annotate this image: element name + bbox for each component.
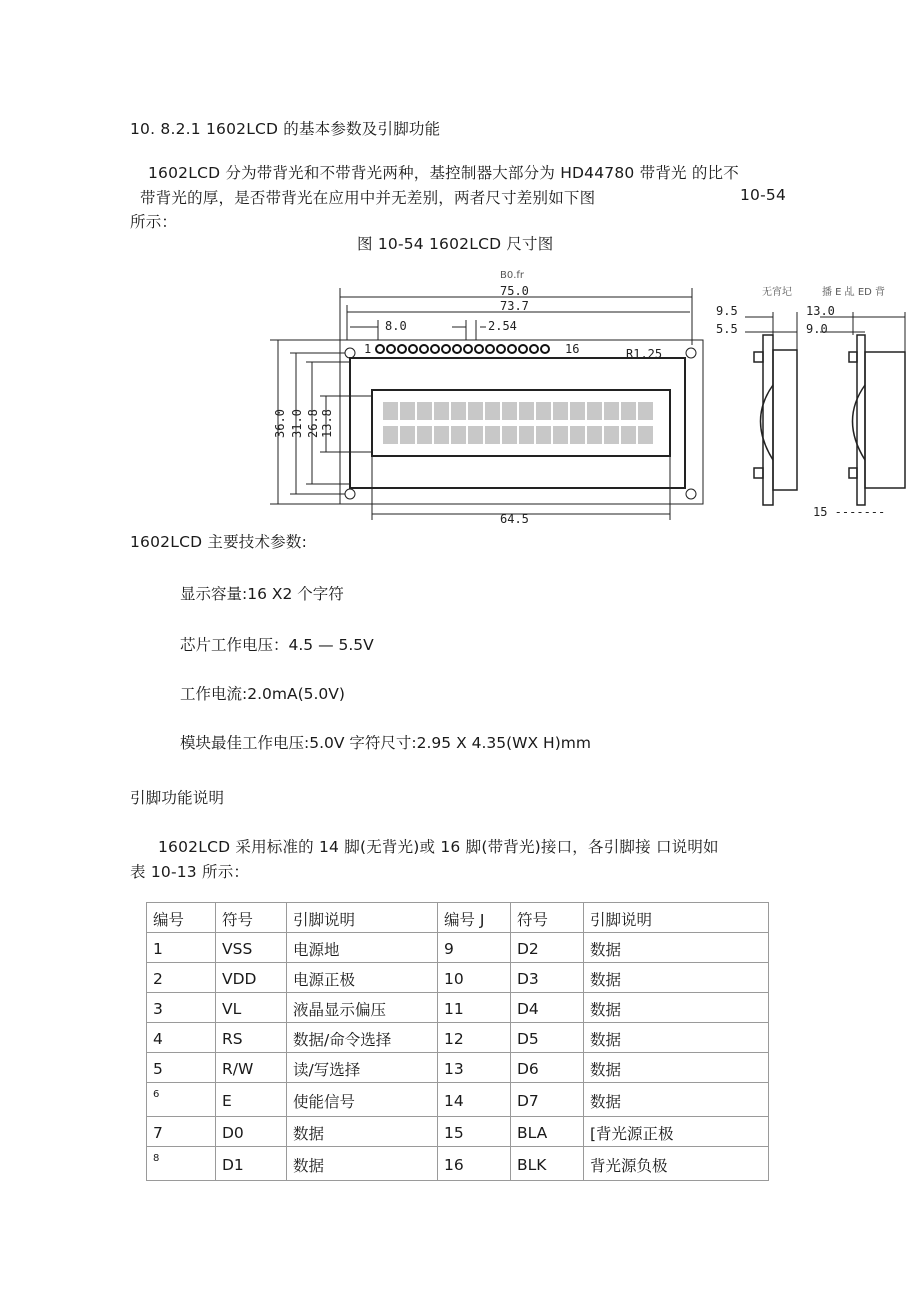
table-row [147, 933, 769, 963]
table-cell: 10 [438, 963, 511, 993]
header-cell: 符号 [511, 903, 584, 933]
table-cell: 数据/命令选择 [287, 1023, 438, 1053]
table-cell: RS [216, 1023, 287, 1053]
table-row [147, 993, 769, 1023]
intro-line-3: 所示： [130, 213, 178, 231]
spec-current: 工作电流:2.0mA(5.0V) [180, 685, 345, 703]
table-header-row [147, 903, 769, 933]
mount-hole-tr [686, 348, 696, 358]
pin-table [146, 902, 769, 1181]
table-cell: 读/写选择 [287, 1053, 438, 1083]
table-cell: 电源正极 [287, 963, 438, 993]
table-cell: 7 [147, 1117, 216, 1147]
table-cell: D4 [511, 993, 584, 1023]
table-row [147, 963, 769, 993]
side-view-no-backlight [745, 312, 797, 505]
intro-figure-ref: 10-54 [740, 186, 787, 204]
table-cell: 2 [147, 963, 216, 993]
dim-73-7: 73.7 [500, 299, 529, 313]
table-cell: E [216, 1083, 287, 1117]
spec-voltage: 芯片工作电压：4.5 — 5.5V [180, 636, 374, 654]
dim-5-5: 5.5 [716, 322, 738, 336]
table-cell: [背光源正极 [584, 1117, 769, 1147]
dim-26-8: 26.8 [306, 409, 320, 438]
header-cell: 引脚说明 [287, 903, 438, 933]
mount-hole-bl [345, 489, 355, 499]
dim-radius: R1.25 [626, 347, 663, 361]
section-heading: 10. 8.2.1 1602LCD 的基本参数及引脚功能 [130, 120, 441, 138]
table-cell: 数据 [584, 1053, 769, 1083]
table-cell: D3 [511, 963, 584, 993]
header-cell: 符号 [216, 903, 287, 933]
dim-64-5: 64.5 [500, 512, 529, 526]
bezel-outline [350, 358, 685, 488]
pcb-outline [340, 340, 703, 504]
table-cell: VDD [216, 963, 287, 993]
table-cell: 数据 [287, 1117, 438, 1147]
table-row [147, 1083, 769, 1117]
table-cell: 数据 [584, 963, 769, 993]
spec-best-voltage: 模块最佳工作电压:5.0V 字符尺寸:2.95 X 4.35(WX H)mm [180, 734, 591, 752]
table-cell: R/W [216, 1053, 287, 1083]
pins-desc-line-1: 1602LCD 采用标准的 14 脚(无背光)或 16 脚(带背光)接口，各引脚接 口说明如 [158, 838, 719, 856]
table-cell: VL [216, 993, 287, 1023]
dim-9: 9.0 [806, 322, 828, 336]
table-cell: D6 [511, 1053, 584, 1083]
table-cell: 5 [147, 1053, 216, 1083]
table-cell: 9 [438, 933, 511, 963]
specs-heading: 1602LCD 主要技术参数: [130, 533, 307, 551]
table-cell: 16 [438, 1147, 511, 1181]
table-cell: BLA [511, 1117, 584, 1147]
dim-13: 13.0 [806, 304, 835, 318]
table-cell: D7 [511, 1083, 584, 1117]
table-cell: 液晶显示偏压 [287, 993, 438, 1023]
table-row [147, 1053, 769, 1083]
pin-label-first: 1 [364, 342, 372, 356]
dim-2-54: 2.54 [488, 319, 517, 333]
table-cell: 1 [147, 933, 216, 963]
header-cell: 编号 J [438, 903, 511, 933]
pin-header [376, 345, 549, 353]
figure-caption: 图 10-54 1602LCD 尺寸图 [357, 235, 554, 253]
table-cell: 电源地 [287, 933, 438, 963]
lcd-dimension-drawing [0, 0, 920, 530]
pins-heading: 引脚功能说明 [130, 789, 225, 807]
label-no-backlight: 无宵圮 [762, 287, 792, 298]
header-cell: 引脚说明 [584, 903, 769, 933]
table-row [147, 1117, 769, 1147]
pins-desc-line-2: 表 10-13 所示： [130, 863, 250, 881]
side-view-backlight [820, 312, 905, 505]
table-cell: 6 [147, 1083, 216, 1117]
table-cell: D5 [511, 1023, 584, 1053]
table-cell: VSS [216, 933, 287, 963]
intro-line-1: 1602LCD 分为带背光和不带背光两种，基控制器大部分为 HD44780 带背光 的比不 [148, 164, 739, 182]
table-cell: 数据 [584, 933, 769, 963]
view-area [372, 390, 670, 456]
table-cell: 使能信号 [287, 1083, 438, 1117]
table-cell: D1 [216, 1147, 287, 1181]
dim-75: 75.0 [500, 284, 529, 298]
dim-13-8: 13.8 [320, 409, 334, 438]
mount-hole-br [686, 489, 696, 499]
dim-15: 15 ------- [813, 505, 886, 519]
table-cell: 数据 [584, 1023, 769, 1053]
table-cell: 8 [147, 1147, 216, 1181]
table-cell: 背光源负极 [584, 1147, 769, 1181]
dim-top-label: B0.fr [500, 270, 525, 281]
label-backlight: 播 E 乩 ED 背 [822, 287, 886, 298]
table-row [147, 1023, 769, 1053]
table-cell: 12 [438, 1023, 511, 1053]
table-cell: 14 [438, 1083, 511, 1117]
table-cell: 数据 [584, 993, 769, 1023]
dim-9-5: 9.5 [716, 304, 738, 318]
table-cell: D2 [511, 933, 584, 963]
dim-36: 36.0 [273, 409, 287, 438]
header-cell: 编号 [147, 903, 216, 933]
spec-capacity: 显示容量:16 X2 个字符 [180, 585, 344, 603]
pin-label-last: 16 [565, 342, 580, 356]
table-cell: 15 [438, 1117, 511, 1147]
table-cell: 数据 [287, 1147, 438, 1181]
table-row [147, 1147, 769, 1181]
table-cell: 13 [438, 1053, 511, 1083]
intro-line-2: 带背光的厚，是否带背光在应用中并无差别，两者尺寸差别如下图 [140, 189, 596, 207]
table-cell: 3 [147, 993, 216, 1023]
table-cell: BLK [511, 1147, 584, 1181]
character-cells [383, 402, 653, 444]
dim-31: 31.0 [290, 409, 304, 438]
table-cell: 11 [438, 993, 511, 1023]
table-cell: 数据 [584, 1083, 769, 1117]
table-cell: 4 [147, 1023, 216, 1053]
table-cell: D0 [216, 1117, 287, 1147]
mount-hole-tl [345, 348, 355, 358]
dim-8: 8.0 [385, 319, 407, 333]
